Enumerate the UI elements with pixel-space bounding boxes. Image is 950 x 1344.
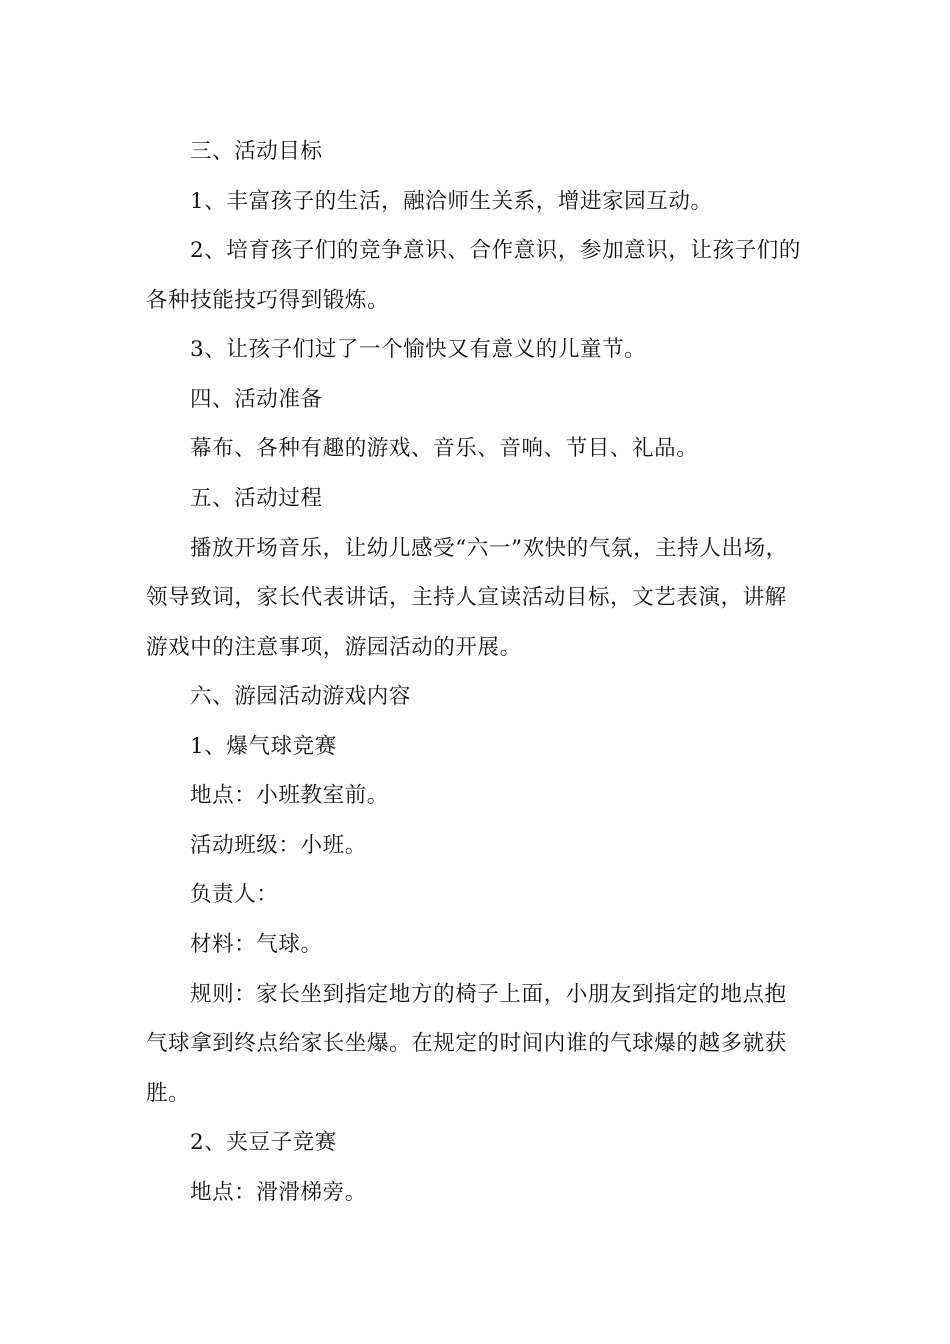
process-paragraph-continued: 领导致词，家长代表讲话，主持人宣读活动目标，文艺表演，讲解 [146, 585, 787, 610]
game-2-title: 2、夹豆子竞赛 [190, 1130, 337, 1155]
game-1-rules-continued: 气球拿到终点给家长坐爆。在规定的时间内谁的气球爆的越多就获 [146, 1031, 787, 1056]
goal-item-3: 3、让孩子们过了一个愉快又有意义的儿童节。 [190, 337, 647, 362]
section-heading-preparation: 四、活动准备 [190, 387, 323, 412]
game-1-rules-continued: 胜。 [146, 1081, 191, 1106]
process-paragraph: 播放开场音乐，让幼儿感受“六一”欢快的气氛，主持人出场， [190, 536, 788, 561]
game-1-title: 1、爆气球竞赛 [190, 734, 337, 759]
goal-item-2-continued: 各种技能技巧得到锻炼。 [146, 288, 390, 313]
game-2-location: 地点：滑滑梯旁。 [190, 1180, 367, 1205]
game-1-materials: 材料：气球。 [190, 932, 323, 957]
preparation-text: 幕布、各种有趣的游戏、音乐、音响、节目、礼品。 [190, 436, 699, 461]
goal-item-1: 1、丰富孩子的生活，融洽师生关系，增进家园互动。 [190, 189, 713, 214]
game-1-person-in-charge: 负责人： [190, 882, 279, 907]
game-1-class: 活动班级：小班。 [190, 833, 367, 858]
game-1-location: 地点：小班教室前。 [190, 783, 389, 808]
game-1-rules: 规则：家长坐到指定地方的椅子上面，小朋友到指定的地点抱 [190, 982, 787, 1007]
section-heading-process: 五、活动过程 [190, 486, 323, 511]
section-heading-goals: 三、活动目标 [190, 139, 323, 164]
goal-item-2: 2、培育孩子们的竞争意识、合作意识，参加意识，让孩子们的 [190, 238, 801, 263]
process-paragraph-continued: 游戏中的注意事项，游园活动的开展。 [146, 635, 522, 660]
section-heading-games: 六、游园活动游戏内容 [190, 684, 412, 709]
